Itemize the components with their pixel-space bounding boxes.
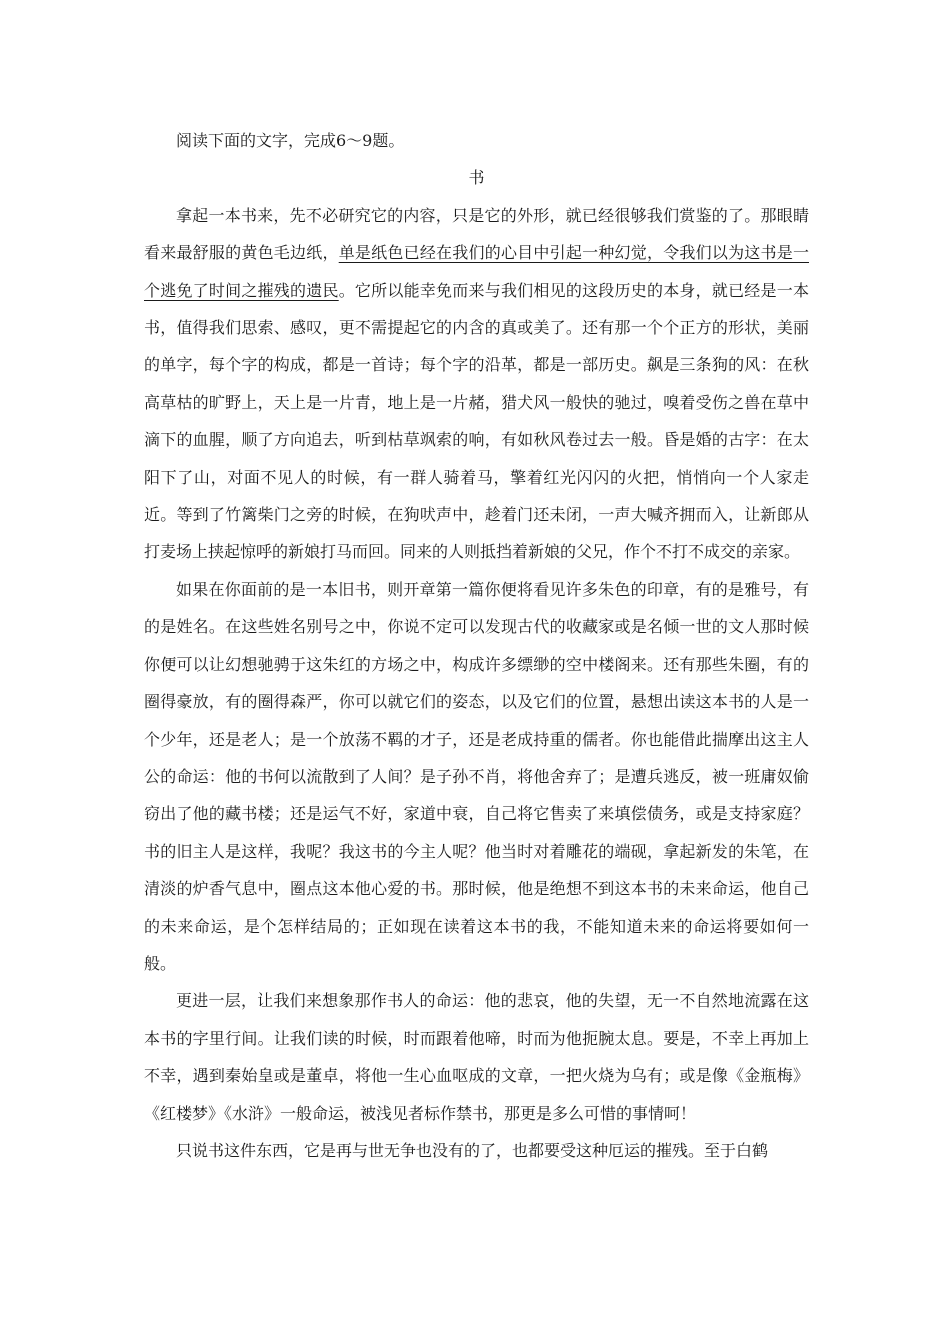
paragraph-2: 如果在你面前的是一本旧书，则开章第一篇你便将看见许多朱色的印章，有的是雅号，有的是姓名。在这些姓名别号之中，你说不定可以发现古代的收藏家或是名倾一世的文人那时候你便可以让幻想驰骋于这朱红的方场之中，构成许多缥缈的空中楼阁来。还有那些朱圈，有的圈得豪放，有的圈得森严，你可以就它们的姿态，以及它们的位置，悬想出读这本书的人是一个少年，还是老人；是一个放荡不羁的才子，还是老成持重的儒者。你也能借此揣摩出这主人公的命运：他的书何以流散到了人间？是子孙不肖，将他舍弃了；是遭兵逃反，被一班庸奴偷窃出了他的藏书楼；还是运气不好，家道中衰，自己将它售卖了来填偿债务，或是支持家庭？书的旧主人是这样，我呢？我这书的今主人呢？他当时对着雕花的端砚，拿起新发的朱笔，在清淡的炉香气息中，圈点这本他心爱的书。那时候，他是绝想不到这本书的未来命运，他自己的未来命运，是个怎样结局的；正如现在读着这本书的我，不能知道未来的命运将要如何一般。 bbox=[144, 579, 809, 973]
reading-instruction: 阅读下面的文字，完成6～9题。 bbox=[176, 131, 405, 150]
paragraph-3: 更进一层，让我们来想象那作书人的命运：他的悲哀，他的失望，无一不自然地流露在这本书的字里行间。让我们读的时候，时而跟着他啼，时而为他扼腕太息。要是，不幸上再加上不幸，遇到秦始皇或是董卓，将他一生心血呕成的文章，一把火烧为乌有；或是像《金瓶梅》《红楼梦》《水浒》一般命运，被浅见者标作禁书，那更是多么可惜的事情呵！ bbox=[144, 991, 809, 1123]
paragraph-4: 只说书这件东西，它是再与世无争也没有的了，也都要受这种厄运的摧残。至于白鹤 bbox=[176, 1140, 769, 1160]
paragraph-1-after: 。它所以能幸免而来与我们相见的这段历史的本身，就已经是一本书，值得我们思索、感叹，更不需提起它的内含的真或美了。还有那一个个正方的形状，美丽的单字，每个字的构成，都是一首诗；每个字的沿革，都是一部历史。飙是三条狗的风：在秋高草枯的旷野上，天上是一片青，地上是一片赭，猎犬风一般快的驰过，嗅着受伤之兽在草中滴下的血腥，顺了方向追去，听到枯草飒索的响，有如秋风卷过去一般。昏是婚的古字：在太阳下了山，对面不见人的时候，有一群人骑着马，擎着红光闪闪的火把，悄悄向一个人家走近。等到了竹篱柴门之旁的时候，在狗吠声中，趁着门还未闭，一声大喊齐拥而入，让新郎从打麦场上挟起惊呼的新娘打马而回。同来的人则抵挡着新娘的父兄，作个不打不成交的亲家。 bbox=[144, 280, 809, 562]
paragraph-1 bbox=[144, 197, 809, 571]
article-title: 书 bbox=[468, 168, 485, 188]
underlined-sentence: 单是纸色已经在我们的心目中引起一种幻觉，令我们以为这书是一个逃免了时间之摧残的遗民 bbox=[144, 243, 809, 300]
document-body bbox=[144, 122, 809, 1169]
paragraph-1-before: 拿起一本书来，先不必研究它的内容，只是它的外形，就已经很够我们赏鉴的了。那眼睛看来最舒服的黄色毛边纸， bbox=[144, 205, 809, 263]
